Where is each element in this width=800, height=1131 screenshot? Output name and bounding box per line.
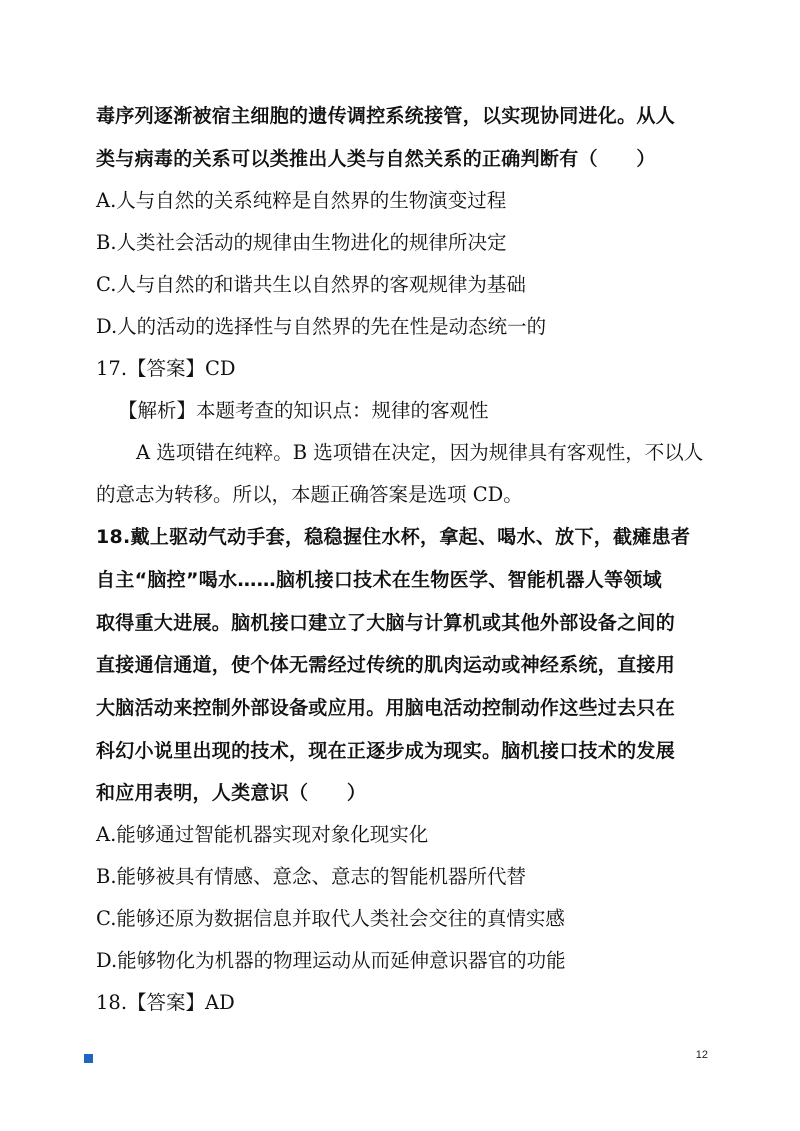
q17-analysis: 【解析】本题考查的知识点：规律的客观性: [118, 399, 489, 422]
q18-stem-line-4: 直接通信通道，使个体无需经过传统的肌肉运动或神经系统，直接用: [96, 654, 676, 676]
q18-stem-line-3: 取得重大进展。脑机接口建立了大脑与计算机或其他外部设备之间的: [96, 612, 676, 634]
q18-stem-line-2: 自主“脑控”喝水……脑机接口技术在生物医学、智能机器人等领域: [96, 569, 662, 591]
q18-option-c: C.能够还原为数据信息并取代人类社会交往的真情实感: [96, 907, 565, 930]
q17-explanation-line-1: A 选项错在纯粹。B 选项错在决定，因为规律具有客观性，不以人: [136, 441, 704, 464]
q18-stem-line-6: 科幻小说里出现的技术，现在正逐步成为现实。脑机接口技术的发展: [96, 740, 676, 762]
q18-stem-line-5: 大脑活动来控制外部设备或应用。用脑电活动控制动作这些过去只在: [96, 697, 676, 719]
q16-stem-line-2: 类与病毒的关系可以类推出人类与自然关系的正确判断有（ ）: [96, 148, 656, 170]
q16-option-c: C.人与自然的和谐共生以自然界的客观规律为基础: [96, 273, 526, 296]
q16-stem-line-1: 毒序列逐渐被宿主细胞的遗传调控系统接管，以实现协同进化。从人: [96, 105, 676, 127]
page-number: 12: [695, 1049, 708, 1061]
q16-option-b: B.人类社会活动的规律由生物进化的规律所决定: [96, 231, 507, 254]
q16-option-d: D.人的活动的选择性与自然界的先在性是动态统一的: [96, 315, 547, 338]
q17-answer: 17.【答案】CD: [96, 357, 236, 380]
q18-option-d: D.能够物化为机器的物理运动从而延伸意识器官的功能: [96, 949, 566, 972]
q18-stem-line-7: 和应用表明，人类意识（ ）: [96, 782, 367, 804]
q16-option-a: A.人与自然的关系纯粹是自然界的生物演变过程: [96, 189, 507, 212]
q17-explanation-line-2: 的意志为转移。所以，本题正确答案是选项 CD。: [96, 483, 523, 506]
q18-stem-line-1: 18.戴上驱动气动手套，稳稳握住水杯，拿起、喝水、放下，截瘫患者: [96, 526, 691, 548]
footer-square-icon: [84, 1054, 93, 1063]
q18-option-b: B.能够被具有情感、意念、意志的智能机器所代替: [96, 865, 527, 888]
q18-option-a: A.能够通过智能机器实现对象化现实化: [96, 823, 429, 846]
q18-answer: 18.【答案】AD: [96, 991, 235, 1014]
